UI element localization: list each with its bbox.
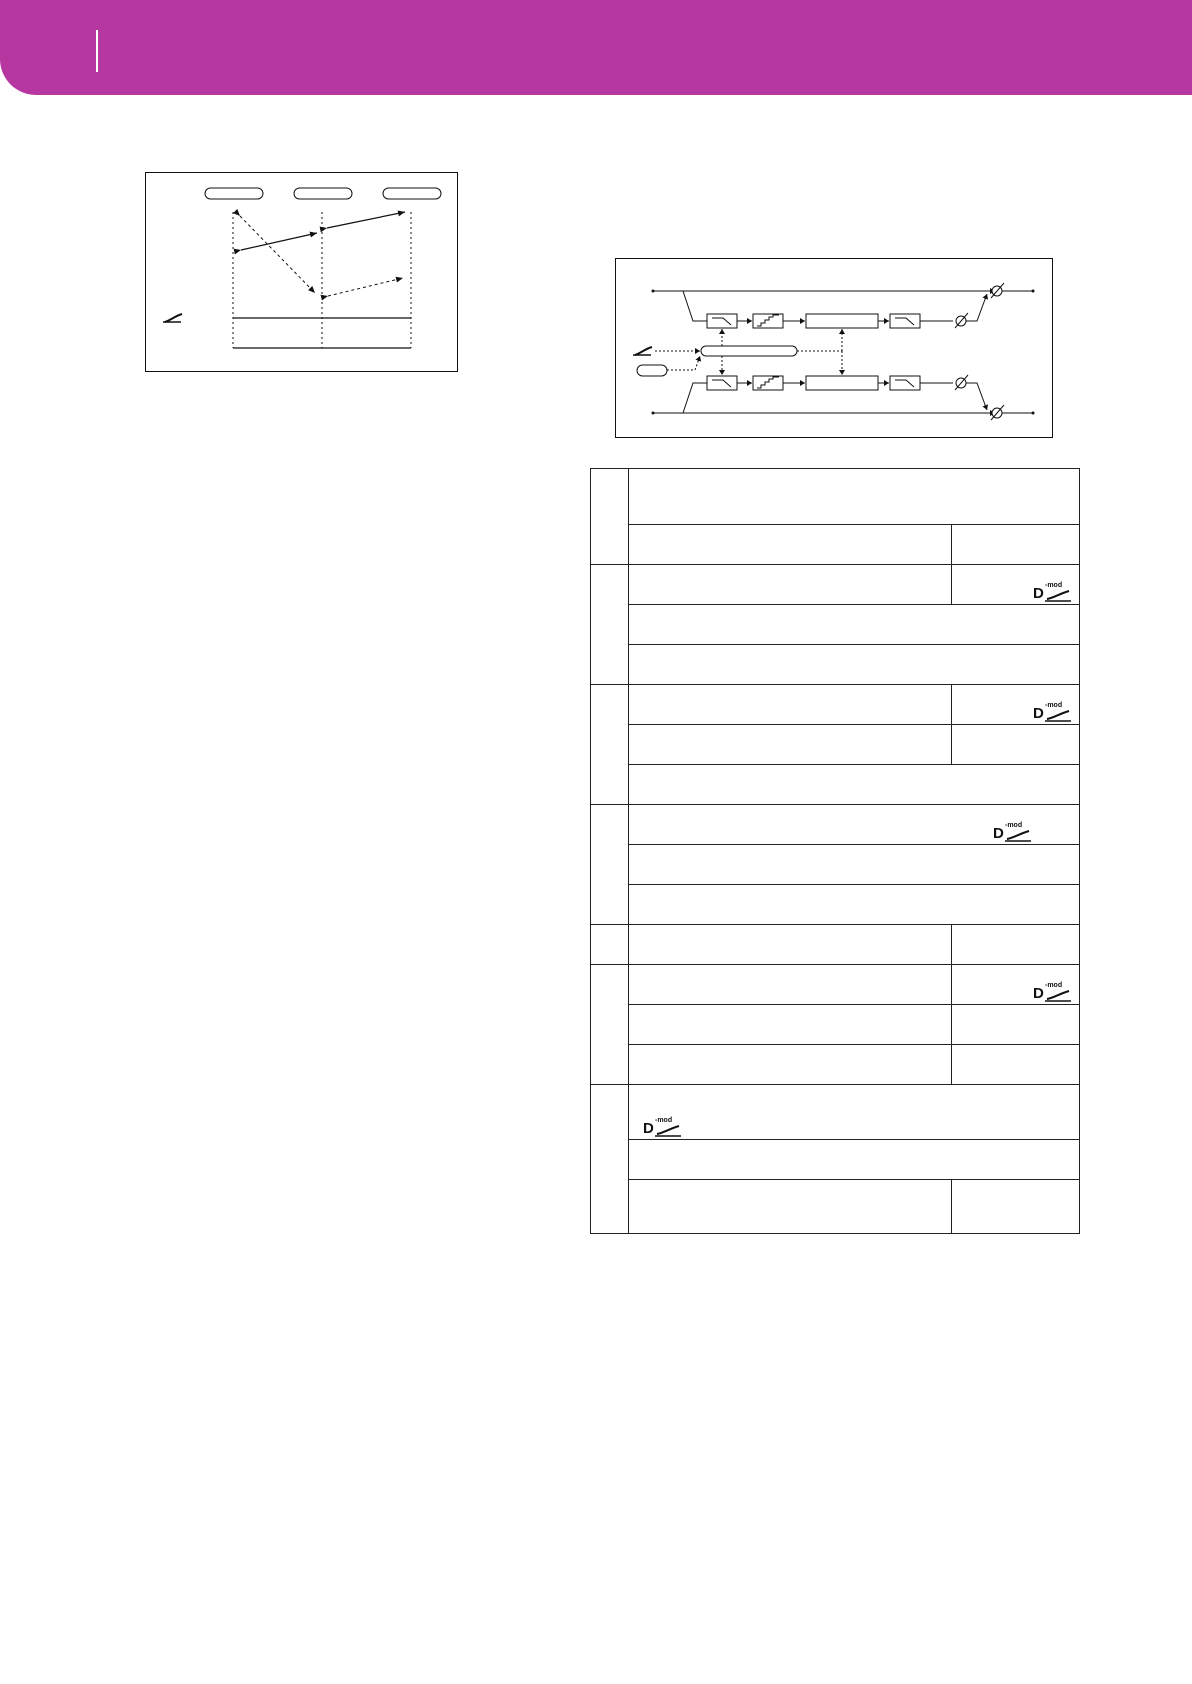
dotted-arrow-low bbox=[328, 278, 403, 296]
capsule-1 bbox=[205, 188, 263, 199]
block-frame bbox=[616, 259, 1053, 438]
dmod-label: D bbox=[1033, 705, 1044, 722]
value-column-divider bbox=[951, 1179, 952, 1234]
pedal-curve-icon bbox=[655, 1123, 683, 1137]
header-divider bbox=[96, 30, 98, 72]
group-separator bbox=[591, 924, 1080, 925]
dmod-badge bbox=[1033, 704, 1075, 724]
routing-diagram-svg bbox=[145, 172, 458, 372]
lfo-capsule bbox=[637, 365, 667, 376]
row-separator bbox=[628, 1004, 1080, 1005]
value-column-divider bbox=[951, 524, 952, 564]
parameter-table bbox=[590, 468, 1080, 1234]
dmod-label: D bbox=[643, 1120, 654, 1137]
row-separator bbox=[628, 844, 1080, 845]
row-separator bbox=[628, 1179, 1080, 1180]
dotted-arrow-diag bbox=[240, 216, 315, 293]
dmod-badge bbox=[1033, 984, 1075, 1004]
bottom-filter-2 bbox=[890, 376, 920, 390]
arrow-2-3 bbox=[327, 212, 405, 228]
table-label-column-divider bbox=[628, 469, 629, 1234]
row-separator bbox=[628, 604, 1080, 605]
dmod-superscript: -mod bbox=[1005, 822, 1023, 829]
capsule-3 bbox=[383, 188, 441, 199]
top-main-block bbox=[806, 314, 878, 328]
pedal-curve-icon bbox=[1045, 988, 1073, 1002]
mix-knob-icon-top bbox=[991, 283, 1004, 298]
row-separator bbox=[628, 764, 1080, 765]
dmod-superscript: -mod bbox=[1045, 702, 1063, 709]
value-column-divider bbox=[951, 564, 952, 604]
dmod-label: D bbox=[1033, 585, 1044, 602]
capsule-2 bbox=[294, 188, 352, 199]
group-separator bbox=[591, 564, 1080, 565]
mix-knob-icon-bottom-out bbox=[991, 405, 1004, 420]
control-capsule bbox=[701, 346, 797, 356]
block-diagram bbox=[615, 258, 1053, 438]
row-separator bbox=[628, 524, 1080, 525]
dmod-superscript: -mod bbox=[1045, 582, 1063, 589]
header-band bbox=[0, 0, 1192, 95]
group-separator bbox=[591, 684, 1080, 685]
group-separator bbox=[591, 1084, 1080, 1085]
row-separator bbox=[628, 1139, 1080, 1140]
dmod-superscript: -mod bbox=[1045, 982, 1063, 989]
row-separator bbox=[628, 724, 1080, 725]
pedal-curve-icon bbox=[633, 347, 652, 355]
row-separator bbox=[628, 1044, 1080, 1045]
dmod-badge bbox=[993, 824, 1035, 844]
pedal-curve-icon bbox=[163, 314, 182, 322]
value-column-divider bbox=[951, 924, 952, 964]
pedal-curve-icon bbox=[1045, 708, 1073, 722]
value-column-divider bbox=[951, 964, 952, 1084]
dmod-label: D bbox=[993, 825, 1004, 842]
row-separator bbox=[628, 644, 1080, 645]
pedal-curve-icon bbox=[1005, 828, 1033, 842]
group-separator bbox=[591, 804, 1080, 805]
routing-diagram bbox=[145, 172, 458, 372]
value-column-divider bbox=[951, 684, 952, 764]
block-diagram-svg bbox=[615, 258, 1053, 438]
dmod-badge bbox=[643, 1119, 685, 1139]
pedal-curve-icon bbox=[1045, 588, 1073, 602]
arrow-1-2 bbox=[241, 233, 317, 250]
dmod-badge bbox=[1033, 584, 1075, 604]
dmod-label: D bbox=[1033, 985, 1044, 1002]
group-separator bbox=[591, 964, 1080, 965]
dmod-superscript: -mod bbox=[655, 1117, 673, 1124]
top-filter-2 bbox=[890, 314, 920, 328]
bottom-main-block bbox=[806, 376, 878, 390]
top-filter-1 bbox=[707, 314, 737, 328]
row-separator bbox=[628, 884, 1080, 885]
bottom-filter-1 bbox=[707, 376, 737, 390]
